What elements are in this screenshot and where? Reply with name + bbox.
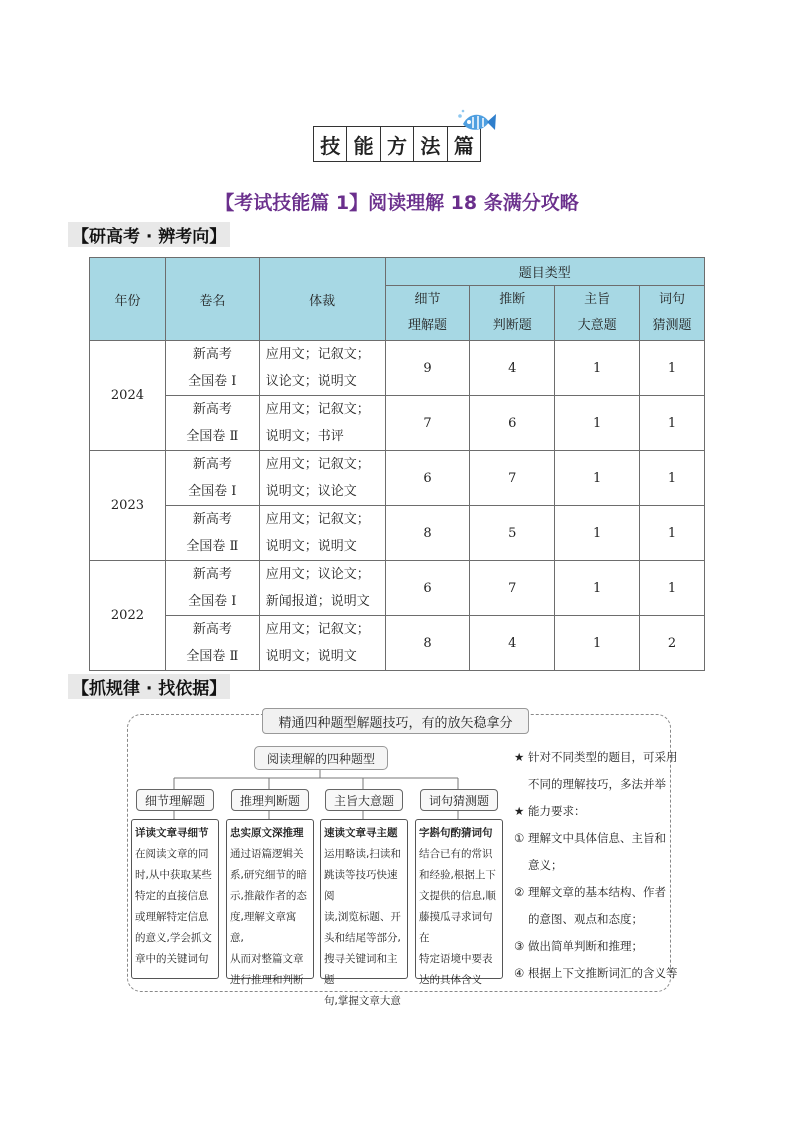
col-header-type: 细节 理解题 xyxy=(385,286,470,341)
paper-cell: 新高考 全国卷 I xyxy=(165,451,259,506)
section-badge xyxy=(313,126,481,162)
note-line: ★ 能力要求： xyxy=(514,804,586,818)
value-cell: 4 xyxy=(470,616,555,671)
mindmap-header: 精通四种题型解题技巧，有的放矢稳拿分 xyxy=(262,708,529,734)
value-cell: 1 xyxy=(555,396,640,451)
col-header-type: 主旨 大意题 xyxy=(555,286,640,341)
year-cell: 2024 xyxy=(90,341,166,451)
type-card: 忠实原文深推理 通过语篇逻辑关 系,研究细节的暗 示,推敲作者的态 度,理解文章寓意, 从而对整篇文章 进行推理和判断 xyxy=(226,819,314,979)
type-card: 速读文章寻主题 运用略读,扫读和 跳读等技巧快速阅 读,浏览标题、开 头和结尾等部分, 搜寻关键词和主题 句,掌握文章大意 xyxy=(320,819,408,979)
type-label: 词句猜测题 xyxy=(420,789,498,811)
genre-cell: 应用文；记叙文； 说明文；书评 xyxy=(259,396,385,451)
col-header-types: 题目类型 xyxy=(385,258,704,286)
value-cell: 1 xyxy=(555,451,640,506)
value-cell: 6 xyxy=(385,451,470,506)
page-title: 【考试技能篇 1】阅读理解 18 条满分攻略 xyxy=(215,192,579,214)
exam-stats-table xyxy=(89,257,705,671)
note-line: ③ 做出简单判断和推理； xyxy=(514,939,643,953)
badge-char: 法 xyxy=(414,127,447,161)
fish-icon xyxy=(457,108,497,138)
genre-cell: 应用文；议论文； 新闻报道；说明文 xyxy=(259,561,385,616)
section-heading: 【抓规律 · 找依据】 xyxy=(68,674,230,699)
type-card: 详读文章寻细节 在阅读文章的同 时,从中获取某些 特定的直接信息 或理解特定信息 的意义,学会抓文 章中的关键词句 xyxy=(131,819,219,979)
note-line: 意义； xyxy=(528,858,563,872)
value-cell: 7 xyxy=(385,396,470,451)
mindmap-root: 阅读理解的四种题型 xyxy=(254,746,388,770)
value-cell: 8 xyxy=(385,616,470,671)
table-row xyxy=(90,561,705,616)
value-cell: 1 xyxy=(555,561,640,616)
table-row xyxy=(90,451,705,506)
type-label: 推理判断题 xyxy=(231,789,309,811)
table-row xyxy=(90,341,705,396)
note-line: 的意图、观点和态度； xyxy=(528,912,643,926)
type-label: 主旨大意题 xyxy=(325,789,403,811)
value-cell: 8 xyxy=(385,506,470,561)
table-row xyxy=(90,506,705,561)
table-row xyxy=(90,616,705,671)
badge-char: 能 xyxy=(347,127,380,161)
value-cell: 6 xyxy=(385,561,470,616)
col-header-paper: 卷名 xyxy=(165,258,259,341)
value-cell: 1 xyxy=(640,396,705,451)
paper-cell: 新高考 全国卷 I xyxy=(165,341,259,396)
note-line: 不同的理解技巧，多法并举 xyxy=(528,777,666,791)
value-cell: 7 xyxy=(470,451,555,506)
paper-cell: 新高考 全国卷 Ⅱ xyxy=(165,396,259,451)
value-cell: 1 xyxy=(640,341,705,396)
value-cell: 1 xyxy=(555,616,640,671)
badge-char: 篇 xyxy=(453,133,474,158)
year-cell: 2022 xyxy=(90,561,166,671)
value-cell: 2 xyxy=(640,616,705,671)
value-cell: 9 xyxy=(385,341,470,396)
note-line: ① 理解文中具体信息、主旨和 xyxy=(514,831,666,845)
value-cell: 5 xyxy=(470,506,555,561)
value-cell: 1 xyxy=(640,506,705,561)
paper-cell: 新高考 全国卷 Ⅱ xyxy=(165,506,259,561)
genre-cell: 应用文；记叙文； 说明文；说明文 xyxy=(259,616,385,671)
value-cell: 1 xyxy=(640,561,705,616)
note-line: ★ 针对不同类型的题目，可采用 xyxy=(514,750,678,764)
section-heading: 【研高考 · 辨考向】 xyxy=(68,222,230,247)
col-header-type: 推断 判断题 xyxy=(470,286,555,341)
col-header-type: 词句 猜测题 xyxy=(640,286,705,341)
value-cell: 4 xyxy=(470,341,555,396)
note-line: ② 理解文章的基本结构、作者 xyxy=(514,885,666,899)
badge-char: 方 xyxy=(381,127,414,161)
table-row xyxy=(90,396,705,451)
type-label: 细节理解题 xyxy=(136,789,214,811)
col-header-genre: 体裁 xyxy=(259,258,385,341)
genre-cell: 应用文；记叙文； 议论文；说明文 xyxy=(259,341,385,396)
mindmap-notes xyxy=(514,744,678,987)
type-card: 字斟句酌猜词句 结合已有的常识 和经验,根据上下 文提供的信息,顺 藤摸瓜寻求词句在 特定语境中要表 达的具体含义 xyxy=(415,819,503,979)
value-cell: 1 xyxy=(555,506,640,561)
value-cell: 1 xyxy=(640,451,705,506)
genre-cell: 应用文；记叙文； 说明文；说明文 xyxy=(259,506,385,561)
year-cell: 2023 xyxy=(90,451,166,561)
paper-cell: 新高考 全国卷 Ⅱ xyxy=(165,616,259,671)
value-cell: 1 xyxy=(555,341,640,396)
badge-char: 技 xyxy=(314,127,347,161)
paper-cell: 新高考 全国卷 I xyxy=(165,561,259,616)
value-cell: 7 xyxy=(470,561,555,616)
genre-cell: 应用文；记叙文； 说明文；议论文 xyxy=(259,451,385,506)
value-cell: 6 xyxy=(470,396,555,451)
col-header-year: 年份 xyxy=(90,258,166,341)
note-line: ④ 根据上下文推断词汇的含义等 xyxy=(514,966,678,980)
